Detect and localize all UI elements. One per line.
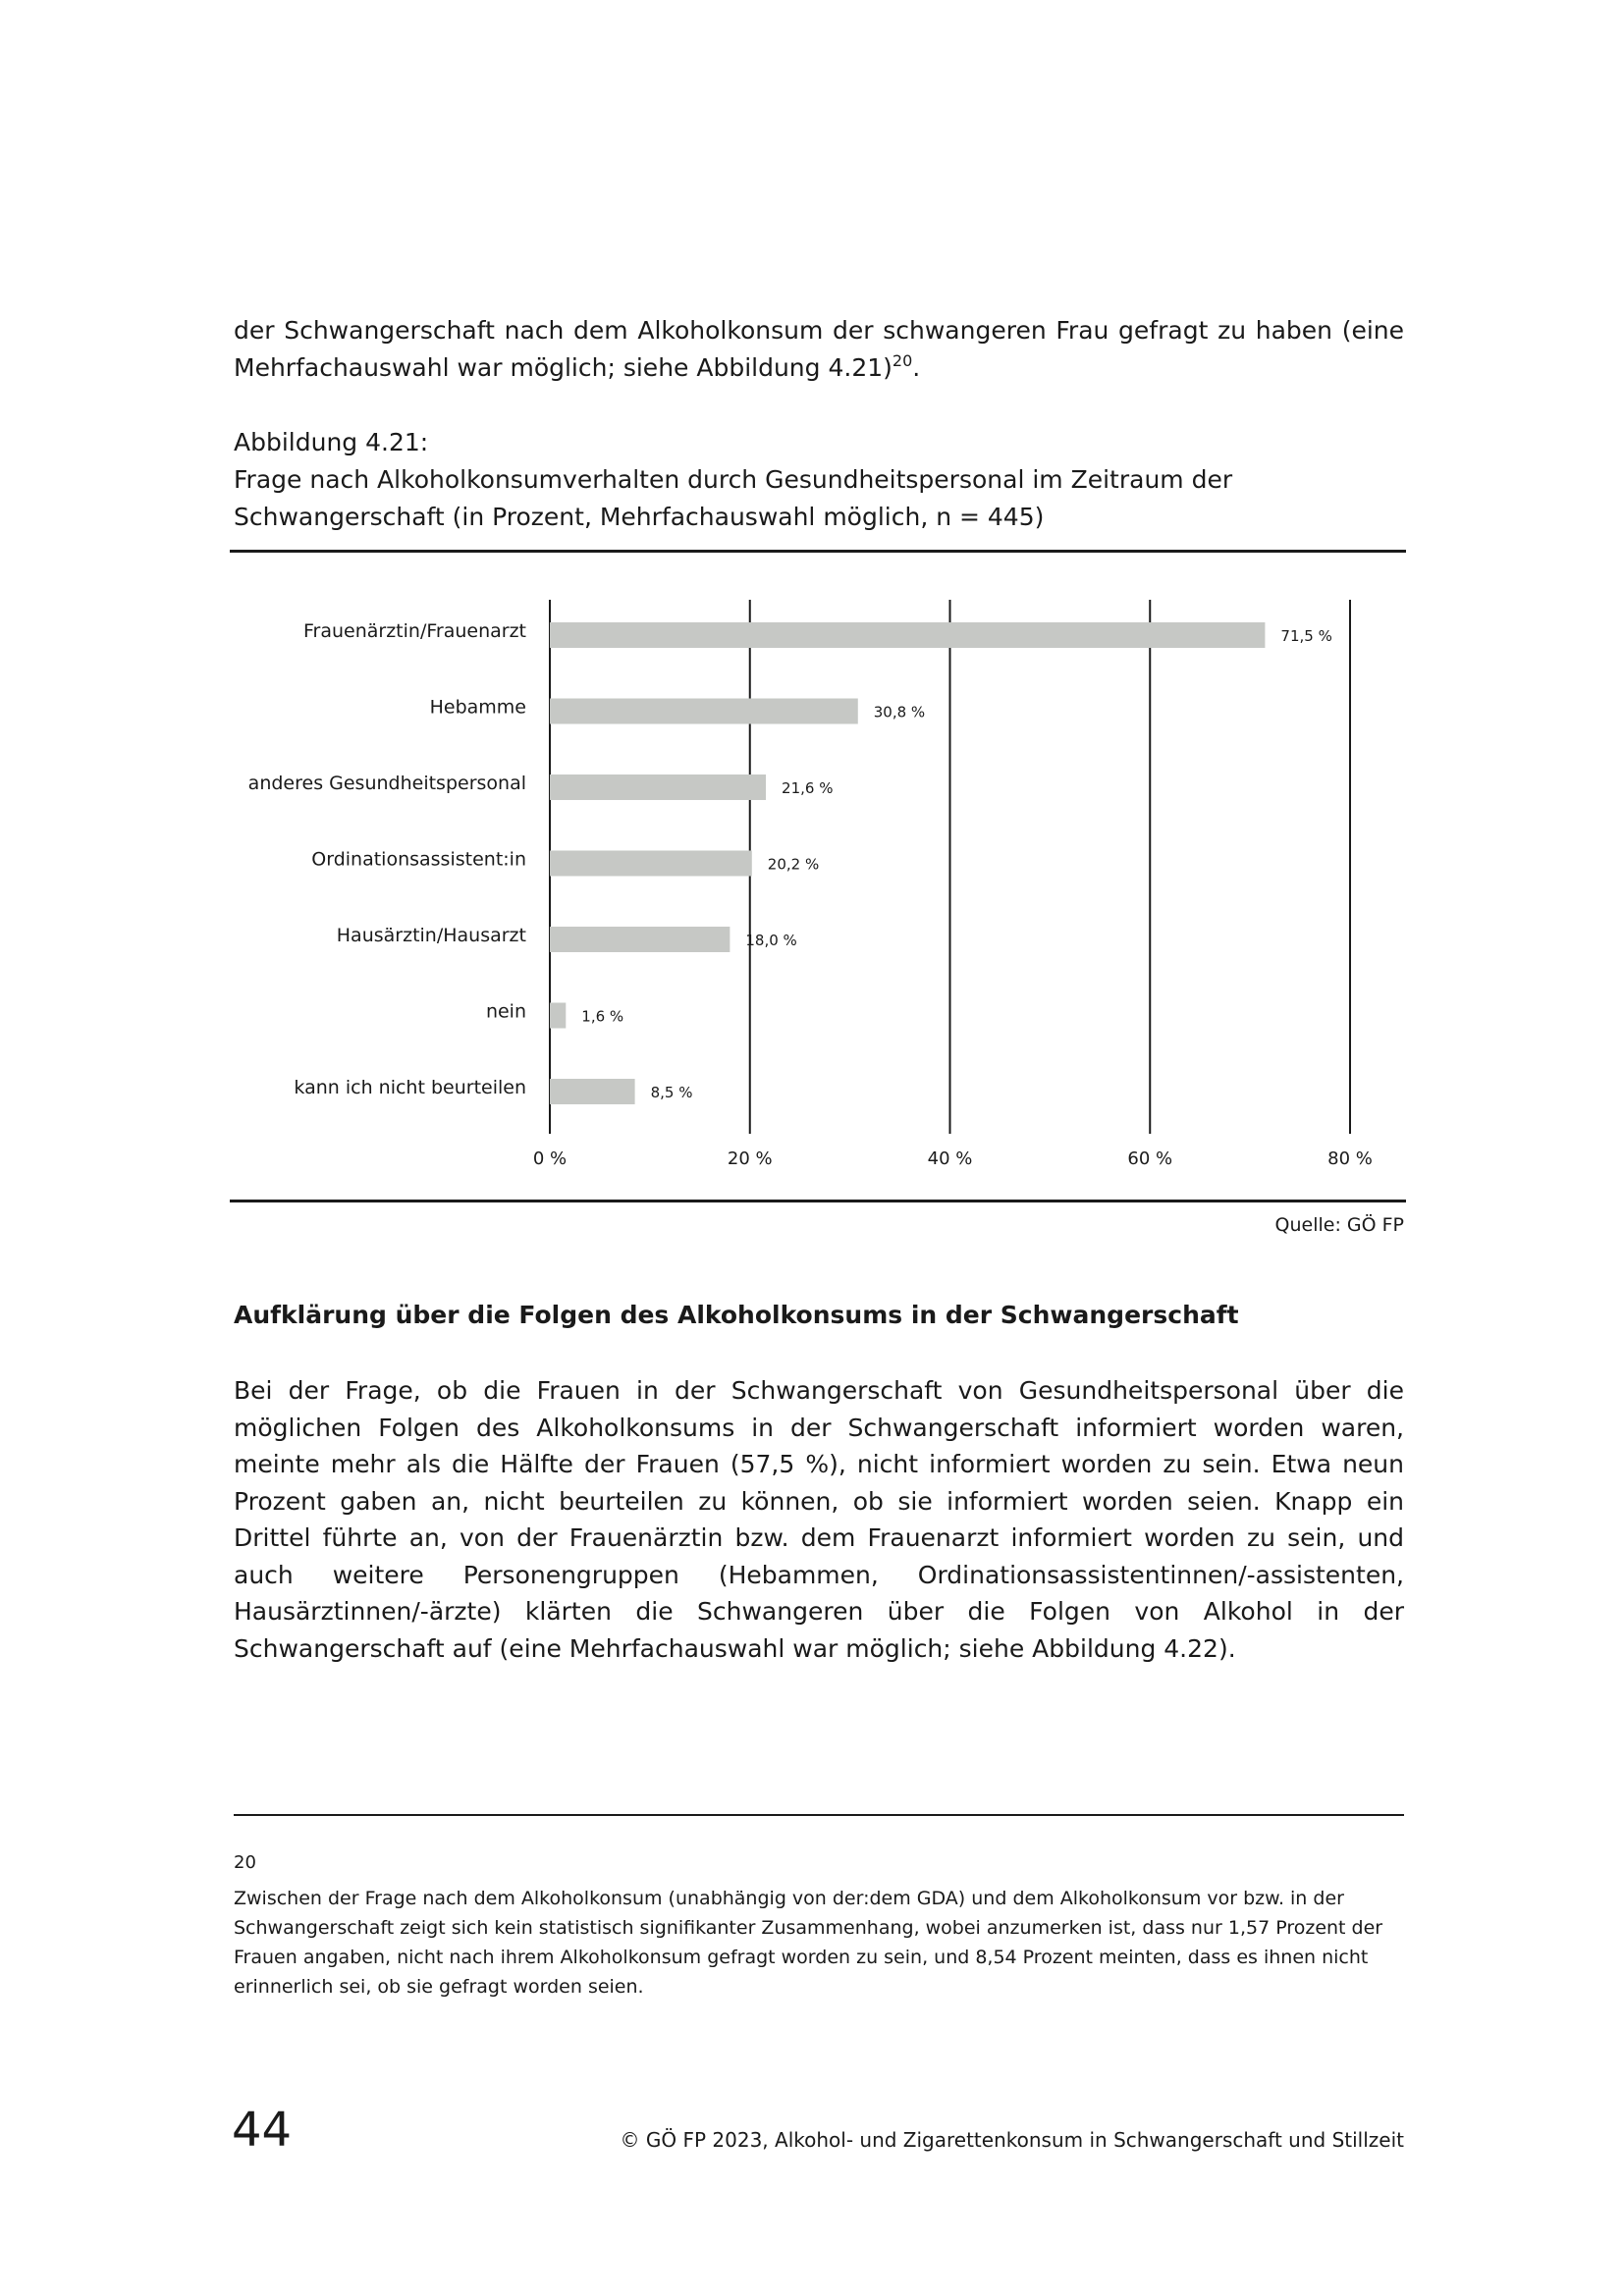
chart-tick-labels [533, 1148, 1373, 1169]
running-footer: © GÖ FP 2023, Alkohol- und Zigarettenkonsum in Schwangerschaft und Stillzeit [620, 2128, 1404, 2152]
bar-chart [230, 569, 1408, 1198]
figure-title-line1: Frage nach Alkoholkonsumverhalten durch Gesundheitspersonal im Zeitraum der [234, 465, 1233, 494]
value-label: 20,2 % [767, 855, 820, 874]
footnote-rule [234, 1814, 1404, 1816]
section-heading: Aufklärung über die Folgen des Alkoholkonsums in der Schwangerschaft [234, 1301, 1239, 1329]
figure-bottom-rule [230, 1200, 1406, 1202]
intro-text: der Schwangerschaft nach dem Alkoholkonsum der schwangeren Frau gefragt zu haben (eine Mehrfachauswahl war möglich; siehe Abbildung 4.21) [234, 316, 1404, 382]
bar [550, 1079, 635, 1104]
bar [550, 1003, 566, 1029]
figure-top-rule [230, 550, 1406, 553]
category-label: anderes Gesundheitspersonal [247, 773, 526, 794]
footnote-number: 20 [234, 1852, 256, 1873]
category-label: kann ich nicht beurteilen [294, 1077, 526, 1098]
x-tick-label: 20 % [727, 1148, 773, 1169]
x-tick-label: 0 % [532, 1148, 568, 1169]
figure-source: Quelle: GÖ FP [1274, 1214, 1404, 1236]
intro-tail: . [912, 352, 921, 382]
bar [550, 699, 858, 724]
chart-category-labels [248, 620, 526, 1098]
value-label: 30,8 % [873, 703, 926, 721]
value-label: 21,6 % [782, 779, 834, 797]
x-tick-label: 60 % [1127, 1148, 1173, 1169]
value-label: 71,5 % [1280, 627, 1332, 645]
value-label: 18,0 % [745, 932, 797, 949]
page-number: 44 [232, 2103, 293, 2158]
value-label: 8,5 % [650, 1084, 693, 1101]
category-label: Ordinationsassistent:in [311, 848, 526, 871]
x-tick-label: 40 % [927, 1148, 973, 1169]
footnote-reference[interactable]: 20 [892, 350, 913, 370]
bar [550, 927, 730, 952]
figure-title-line2: Schwangerschaft (in Prozent, Mehrfachauswahl möglich, n = 445) [234, 503, 1045, 531]
bar [550, 851, 752, 877]
figure-label: Abbildung 4.21: [234, 428, 429, 456]
section-body: Bei der Frage, ob die Frauen in der Schwangerschaft von Gesundheitspersonal über die möglichen Folgen des Alkoholkonsums in der Schwangerschaft informiert worden waren, meinte mehr als die Hälfte der Frauen (57,5 %), nicht informiert worden zu sein. Etwa neun Prozent gaben an, nicht beurteilen zu können, ob sie informiert worden seien. Knapp ein Drittel führte an, von der Frauenärztin bzw. dem Frauenarzt informiert worden zu sein, und auch weitere Personengruppen (Hebammen, Ordinationsassistentinnen/-assistenten, Hausärztinnen/-ärzte) klärten die Schwangeren über die Folgen von Alkohol in der Schwangerschaft auf (eine Mehrfachauswahl war möglich; siehe Abbildung 4.22). [234, 1376, 1404, 1663]
footnote-text: Zwischen der Frage nach dem Alkoholkonsum (unabhängig von der:dem GDA) und dem Alkoholkonsum vor bzw. in der Schwangerschaft zeigt sich kein statistisch signifikanter Zusammenhang, wobei anzumerken ist, dass nur 1,57 Prozent der Frauen angaben, nicht nach ihrem Alkoholkonsum gefragt worden zu sein, und 8,54 Prozent meinten, dass es ihnen nicht erinnerlich sei, ob sie gefragt worden seien. [234, 1888, 1383, 1998]
bar [550, 622, 1265, 648]
x-tick-label: 80 % [1327, 1148, 1373, 1169]
bar [550, 774, 766, 800]
chart-bars [550, 622, 1265, 1104]
category-label: nein [485, 1000, 526, 1023]
intro-paragraph [234, 312, 1404, 386]
category-label: Frauenärztin/Frauenarzt [302, 620, 526, 642]
value-label: 1,6 % [581, 1007, 624, 1026]
category-label: Hausärztin/Hausarzt [336, 925, 526, 946]
category-label: Hebamme [429, 696, 526, 719]
